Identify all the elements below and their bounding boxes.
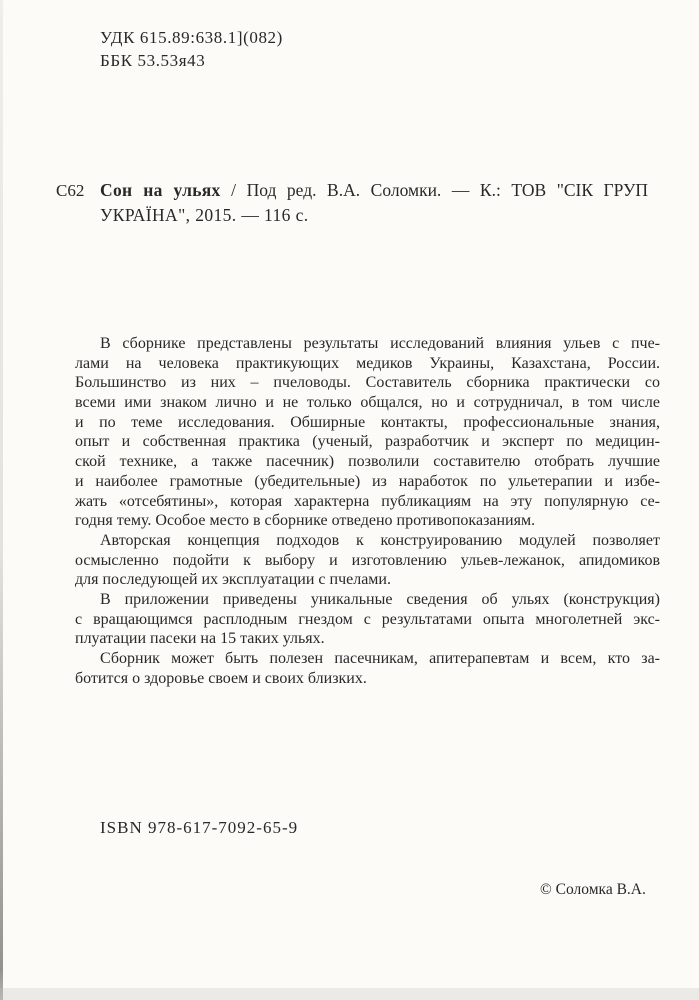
catalog-code: С62: [56, 181, 85, 200]
annotation-line: и наиболее грамотные (убедительные) из наработок по ульетерапии и избе-: [75, 472, 660, 490]
annotation-line: ской технике, а также пасечник) позволили составителю отобрать лучшие: [75, 453, 660, 471]
isbn-line: ISBN 978-617-7092-65-9: [100, 818, 299, 837]
annotation-line: В приложении приведены уникальные сведения об ульях (конструкция): [100, 590, 660, 608]
annotation-line: ботится о здоровье своем и своих близких.: [75, 669, 367, 687]
annotation-line: осмысленно подойти к выбору и изготовлению ульев-лежанок, апидомиков: [75, 551, 660, 569]
annotation-line: лами на человека практикующих медиков Украины, Казахстана, России.: [75, 354, 660, 372]
annotation-block: [75, 334, 660, 688]
annotation-line: опыт и собственная практика (ученый, разработчик и эксперт по медицин-: [75, 433, 660, 451]
annotation-line: и по теме исследования. Обширные контакты, профессиональные знания,: [75, 413, 660, 431]
bbk-line: ББК 53.53я43: [100, 51, 206, 70]
annotation-line: с вращающимся расплодным гнездом с результатами опыта многолетней экс-: [75, 610, 660, 628]
annotation-line: Авторская концепция подходов к конструированию модулей позволяет: [100, 531, 660, 549]
annotation-line: Большинство из них – пчеловоды. Составитель сборника практически со: [75, 374, 660, 392]
catalog-entry-line1: [100, 178, 648, 203]
book-title: Сон на ульях: [100, 180, 221, 200]
annotation-line: Сборник может быть полезен пасечникам, апитерапевтам и всем, кто за-: [100, 650, 660, 667]
annotation-line: годня тему. Особое место в сборнике отведено противопоказаниям.: [75, 512, 536, 530]
scan-bottom-shade: [0, 988, 699, 1000]
catalog-entry-line2: УКРАЇНА", 2015. — 116 с.: [100, 205, 309, 225]
annotation-line: жать «отсебятины», которая характерна публикациям на эту популярную се-: [75, 492, 660, 510]
annotation-line: плуатации пасеки на 15 таких ульях.: [75, 630, 325, 648]
annotation-line: В сборнике представлены результаты исследований влияния ульев с пче-: [100, 335, 660, 352]
catalog-entry-line1-rest: / Под ред. В.А. Соломки. — К.: ТОВ "СІК ГРУП: [220, 180, 649, 200]
classification-block: [100, 26, 283, 72]
copyright-line: © Соломка В.А.: [540, 881, 646, 898]
annotation-line: всеми ими знаком лично и не только общался, но и сотрудничал, в том числе: [75, 394, 660, 412]
udc-line: УДК 615.89:638.1](082): [100, 28, 283, 47]
scan-edge-artifact: [0, 0, 3, 1000]
catalog-entry: [100, 178, 648, 228]
annotation-line: для последующей их эксплуатации с пчелами.: [75, 571, 391, 589]
